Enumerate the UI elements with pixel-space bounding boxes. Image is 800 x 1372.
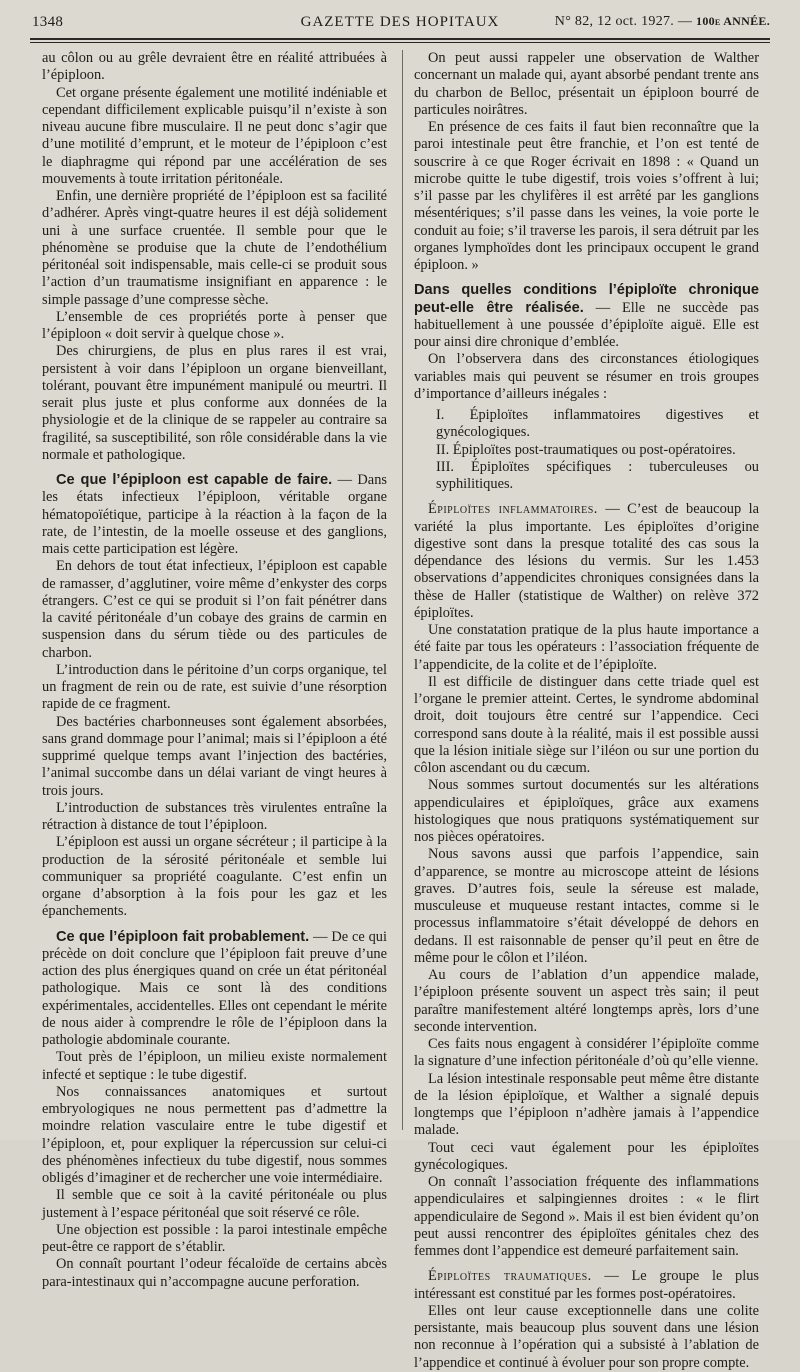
paragraph: Nous savons aussi que parfois l’appendice, sain d’apparence, se montre au microscope atteint de lésions graves. D’autres fois, seule la séreuse est malade, musculeuse et muqueuse restant intactes, comme si le processus inflammatoire s’était développé de dehors en dedans. Il est raisonnable de penser qu’il peut en être de même pour le côlon et l’iléon.: [414, 846, 759, 966]
page-number: 1348: [32, 14, 64, 30]
issue-date: N° 82, 12 oct. 1927. —: [554, 14, 693, 29]
list-item: II. Épiploïtes post-traumatiques ou post-opératoires.: [436, 441, 736, 458]
paragraph: Une constatation pratique de la plus haute importance a été faite par tous les opérateurs : l’association fréquente de l’appendicite, de la colite et de l’épiploïte.: [414, 622, 759, 673]
paragraph: Tout près de l’épiploon, un milieu existe normalement infecté et septique : le tube digestif.: [42, 1049, 387, 1083]
paragraph: On connaît l’association fréquente des inflammations appendiculaires et salpingiennes droites : « le flirt appendiculaire de Segond ». Mais il est bien évident qu’on peut aussi rencontrer des épiploïtes génitales chez des femmes dont l’appendice est demeuré parfaitement sain.: [414, 1174, 759, 1259]
paragraph: Nous sommes surtout documentés sur les altérations appendiculaires et épiploïques, grâce aux examens histologiques que nous pratiquons systématiquement sur nos pièces opératoires.: [414, 777, 759, 845]
paragraph: L’ensemble de ces propriétés porte à penser que l’épiploon « doit servir à quelque chose ».: [42, 308, 387, 342]
paragraph: On connaît pourtant l’odeur fécaloïde de certains abcès para-intestinaux qui n’accompagne aucune perforation.: [42, 1256, 387, 1290]
paragraph: Enfin, une dernière propriété de l’épiploon est sa facilité d’adhérer. Après vingt-quatre heures il est déjà solidement uni à une surface cruentée. Il semble pour que le phénomène se produise que la chute de l’endothélium péritonéal soit indispensable, mais celle-ci se produit sous l’action d’un traumatisme insignifiant en apparence : le simple passage d’une compresse sèche.: [42, 188, 387, 308]
journal-title: GAZETTE DES HOPITAUX: [300, 14, 500, 30]
section-paragraph: [414, 501, 759, 622]
paragraph: Nos connaissances anatomiques et surtout embryologiques ne nous permettent pas d’admettre la moindre relation vasculaire entre le tube digestif et l’épiploon, et, pour expliquer la répercussion sur celui-ci des phénomènes infectieux du tube digestif, nous sommes obligés d’imaginer et de rechercher une voie intermédiaire.: [42, 1083, 387, 1186]
paragraph: Au cours de l’ablation d’un appendice malade, l’épiploon présente souvent un aspect très sain; il peut paraître manifestement altéré longtemps après, lors d’une seconde intervention.: [414, 967, 759, 1035]
paragraph: au côlon ou au grêle devraient être en réalité attribuées à l’épiploon.: [42, 50, 387, 84]
right-column: [414, 50, 759, 1372]
paragraph: Cet organe présente également une motilité indéniable et cependant difficilement explicable puisqu’il n’existe à son niveau aucune fibre musculaire. Il ne peut donc s’agir que d’une motilité d’emprunt, et le moteur de l’épiploon c’est le diaphragme qui répond par une accélération de ses mouvements à toute irritation péritonéale.: [42, 84, 387, 187]
paragraph: L’introduction de substances très virulentes entraîne la rétraction à distance de tout l’épiploon.: [42, 799, 387, 833]
section-text: — C’est de beaucoup la variété la plus importante. Les épiploïtes d’origine digestive sont dans la presque totalité des cas sous la dépendance des lésions du vermis. Sur les 1.453 observations d’appendicites chroniques consignées dans la thèse de Haller (statistique de Walther) on relève 372 épiploïtes.: [414, 501, 759, 621]
paragraph: Ces faits nous engagent à considérer l’épiploïte comme la signature d’une infection péritonéale d’où qu’elle vienne.: [414, 1036, 759, 1070]
paragraph: Une objection est possible : la paroi intestinale empêche peut-être ce rapport de s’établir.: [42, 1221, 387, 1255]
list-item: I. Épiploïtes inflammatoires digestives et gynécologiques.: [436, 407, 759, 441]
subsection-heading: Épiploïtes inflammatoires.: [428, 501, 598, 518]
column-divider: [402, 50, 403, 1130]
paragraph: La lésion intestinale responsable peut même être distante de la lésion épiploïque, et Walther a signalé depuis longtemps que l’épiploon n’adhère jamais à l’appendice malade.: [414, 1070, 759, 1139]
paragraph: Des bactéries charbonneuses sont également absorbées, sans grand dommage pour l’animal; mais si l’épiploon a été supprimé quelque temps avant l’injection des bactéries, l’animal succombe dans un délai variant de vingt heures à trois jours.: [42, 713, 387, 799]
paragraph: Des chirurgiens, de plus en plus rares il est vrai, persistent à voir dans l’épiploon un organe bienveillant, tolérant, pouvant être impunément manipulé ou meurtri. Il serait plus juste et plus conforme aux données de la physiologie et de la clinique de se rappeler au contraire sa fragilité, sa susceptibilité, son rôle considérable dans la vie normale et pathologique.: [42, 343, 387, 463]
left-column: [42, 50, 387, 1291]
list-item: III. Épiploïtes spécifiques : tuberculeuses ou syphilitiques.: [436, 458, 759, 492]
running-header: [30, 14, 770, 36]
section-heading: Ce que l’épiploon est capable de faire.: [56, 472, 333, 488]
section-text: — Dans les états infectieux l’épiploon, véritable organe hématopoïétique, participe à la réaction à la façon de la rate, de l’intestin, de la moelle osseuse et des ganglions, mais cette participation est légère.: [42, 472, 387, 557]
etiology-list: [414, 407, 759, 493]
paragraph: Il semble que ce soit à la cavité péritonéale ou plus justement à l’espace péritonéal que soit réservé ce rôle.: [42, 1187, 387, 1221]
section-paragraph: [42, 472, 387, 558]
issue-year: 100e ANNÉE.: [696, 14, 770, 28]
section-paragraph: [414, 1268, 759, 1303]
section-heading: Ce que l’épiploon fait probablement.: [56, 928, 310, 945]
paragraph: On l’observera dans des circonstances étiologiques variables mais qui peuvent se résumer en trois groupes d’importance d’ailleurs inégales :: [414, 351, 759, 402]
header-rule-thin: [30, 42, 770, 43]
section-text: — Elle ne succède pas habituellement à une poussée d’épiploïte aiguë. Elle est pour ainsi dire chronique d’emblée.: [414, 299, 759, 350]
header-rule-thick: [30, 38, 770, 40]
paragraph: L’introduction dans le péritoine d’un corps organique, tel un fragment de rein ou de rate, est suivie d’une résorption rapide de ce fragment.: [42, 661, 387, 713]
section-heading: Dans quelles conditions l’épiploïte chronique peut-elle être réalisée.: [414, 282, 759, 316]
paragraph: En dehors de tout état infectieux, l’épiploon est capable de ramasser, d’agglutiner, voire même d’enkyster des corps étrangers. C’est ce qui se produit si l’on fait pénétrer dans la cavité péritonéale d’un cobaye des grains de carmin en suspension dans du sérum tiède ou des particules de charbon.: [42, 558, 387, 661]
paragraph: L’épiploon est aussi un organe sécréteur ; il participe à la production de la sérosité péritonéale et semble lui communiquer sa propriété coagulante. C’est enfin un organe d’absorption à la fois pour les gaz et les épanchements.: [42, 834, 387, 920]
section-paragraph: [42, 929, 387, 1050]
section-text: — De ce qui précède on doit conclure que l’épiploon fait preuve d’une action des plus énergiques quand on crée un état péritonéal pathologique. Mais ce sont là des conditions expérimentales, accidentelles. Elles ont cependant le mérite de nous aider à comprendre le rôle de l’épiploon dans la pathologie abdominale courante.: [42, 928, 387, 1048]
paragraph: On peut aussi rappeler une observation de Walther concernant un malade qui, ayant absorbé pendant trente ans du charbon de Belloc, présentait un épiploon bourré de particules noirâtres.: [414, 50, 759, 118]
paragraph: Tout ceci vaut également pour les épiploïtes gynécologiques.: [414, 1139, 759, 1173]
section-paragraph: [414, 282, 759, 351]
section-text: — Le groupe le plus intéressant est constitué par les formes post-opératoires.: [414, 1268, 759, 1302]
subsection-heading: Épiploïtes traumatiques.: [428, 1268, 592, 1285]
issue-info: [555, 14, 770, 30]
paragraph: En présence de ces faits il faut bien reconnaître que la paroi intestinale peut être franchie, et l’on est tenté de souscrire à ce que Roger écrivait en 1898 : « Quand un microbe quitte le tube digestif, trois voies s’offrent à lui; s’il passe par les chylifères il est arrêté par les ganglions mésentériques; s’il passe dans les veines, la voie porte le conduit au foie; s’il traverse les parois, il sera détruit par les organes lymphoïdes dont les principaux occupent le grand épiploon. »: [414, 119, 759, 273]
paragraph: Elles ont leur cause exceptionnelle dans une colite persistante, mais beaucoup plus souvent dans une lésion non reconnue à l’opération qui a subsisté à l’ablation de l’appendice et continué à évoluer pour son propre compte.: [414, 1302, 759, 1371]
paragraph: Il est difficile de distinguer dans cette triade quel est l’organe le premier atteint. Certes, le syndrome abdominal droit, doit toujours être centré sur l’appendice. Ceci correspond sans doute à la réalité, mais il est possible aussi que la lésion initiale siège sur l’iléon ou sur une portion du côlon ascendant ou du cæcum.: [414, 673, 759, 776]
